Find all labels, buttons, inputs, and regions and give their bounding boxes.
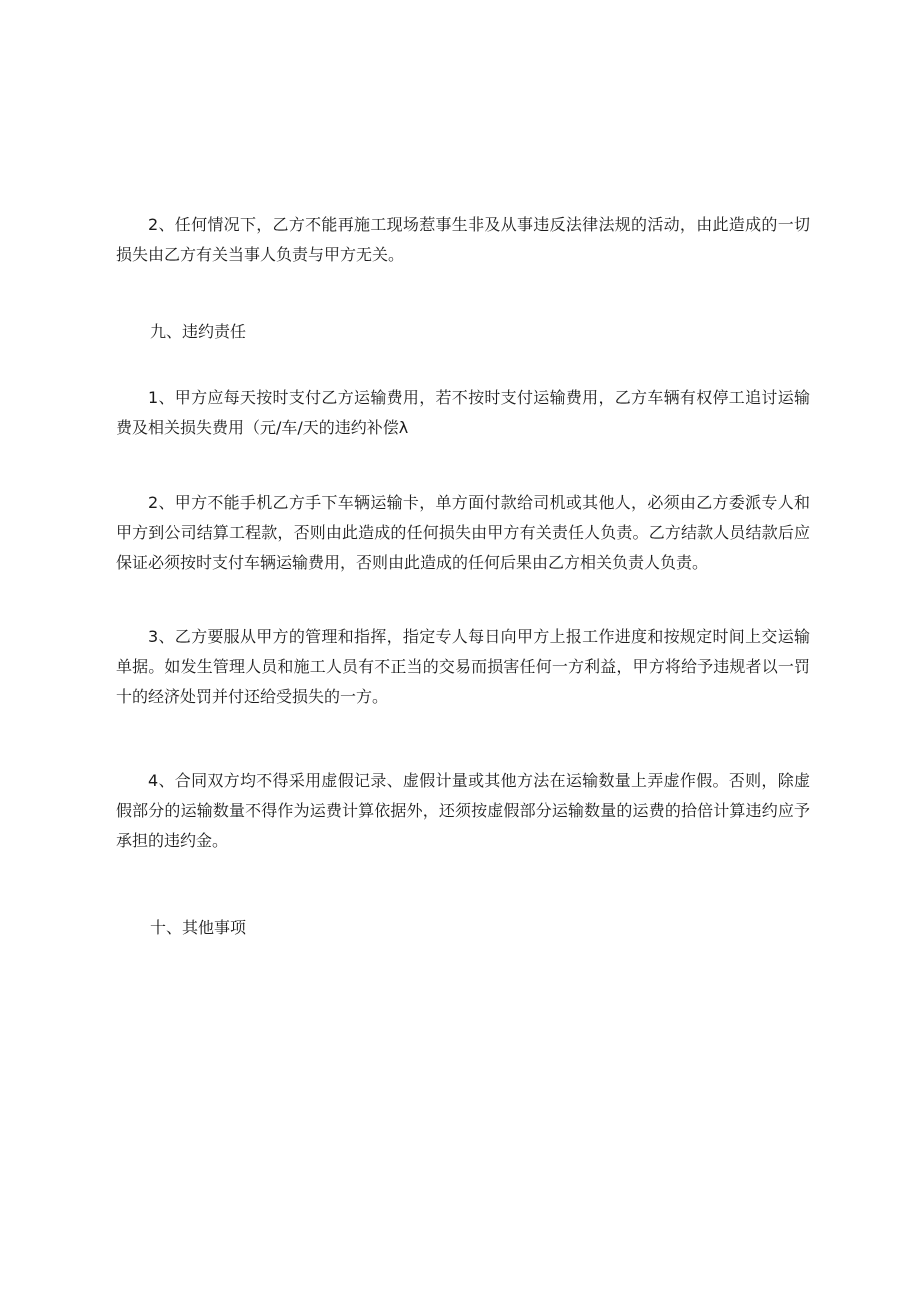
section-heading-other-matters: 十、其他事项 [150,918,247,937]
clause-conduct-paragraph: 2、任何情况下，乙方不能再施工现场惹事生非及从事违反法律法规的活动，由此造成的一切损失由乙方有关当事人负责与甲方无关。 [116,215,810,264]
clause-management-paragraph: 3、乙方要服从甲方的管理和指挥，指定专人每日向甲方上报工作进度和按规定时间上交运输单据。如发生管理人员和施工人员有不正当的交易而损害任何一方利益，甲方将给予违规者以一罚十的经济处罚并付还给受损失的一方。 [116,627,810,706]
section-heading-breach-liability: 九、违约责任 [150,322,247,341]
clause-settlement-paragraph: 2、甲方不能手机乙方手下车辆运输卡，单方面付款给司机或其他人，必须由乙方委派专人和甲方到公司结算工程款，否则由此造成的任何损失由甲方有关责任人负责。乙方结款人员结款后应保证必须按时支付车辆运输费用，否则由此造成的任何后果由乙方相关负责人负责。 [116,493,810,572]
clause-payment-paragraph: 1、甲方应每天按时支付乙方运输费用，若不按时支付运输费用，乙方车辆有权停工追讨运输费及相关损失费用（元/车/天的违约补偿λ [116,388,810,437]
clause-falsification-paragraph: 4、合同双方均不得采用虚假记录、虚假计量或其他方法在运输数量上弄虚作假。否则，除虚假部分的运输数量不得作为运费计算依据外，还须按虚假部分运输数量的运费的拾倍计算违约应予承担的违约金。 [116,771,810,850]
